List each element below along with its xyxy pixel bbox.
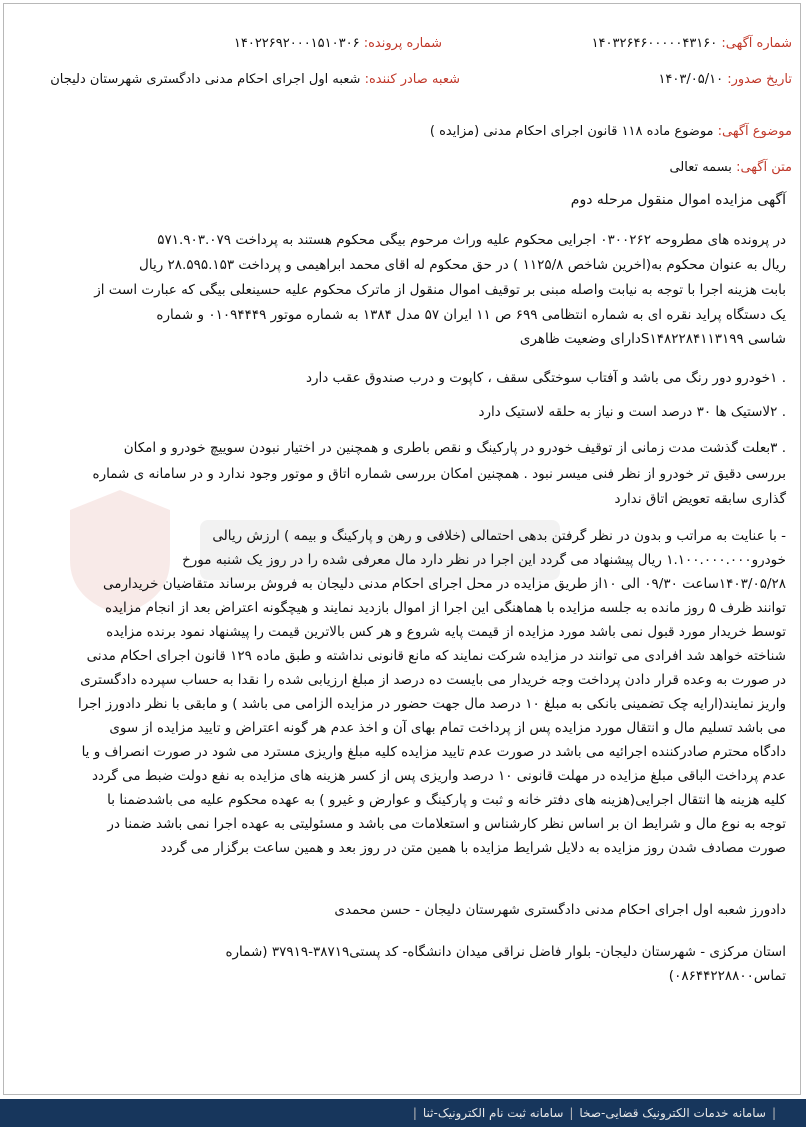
para2-line: ۱۴۰۳/۰۵/۲۸ساعت ۰۹/۳۰ الی ۱۰از طریق مزایده در محل اجرای احکام مدنی دلیجان به فروش برساند متقاضیان خریدارمی: [103, 576, 786, 592]
footer-link-sana[interactable]: سامانه ثبت نام الکترونیک-ثنا: [422, 1106, 564, 1120]
notice-text-value: بسمه تعالی: [669, 160, 732, 175]
subject-label: موضوع آگهی:: [717, 124, 792, 139]
item-3-line: . ۳بعلت گذشت مدت زمانی از توقیف خودرو در پارکینگ و نقص باطری و همچنین در اختیار نبودن سوییچ خودرو و امکان: [123, 440, 786, 456]
para2-line: عدم پرداخت الباقی مبلغ مزایده در مهلت قانونی ۱۰ درصد واریزی پس از کسر هزینه های مزایده به نفع دولت ضبط می گردد: [91, 768, 786, 784]
para1-line: شاسی S۱۴۸۲۲۸۴۱۱۳۱۹۹دارای وضعیت ظاهری: [519, 331, 786, 347]
notice-number: [592, 36, 792, 51]
notice-text: [669, 160, 792, 175]
notice-number-value: ۱۴۰۳۲۶۴۶۰۰۰۰۰۴۳۱۶۰: [591, 36, 718, 51]
case-number-label: شماره پرونده:: [363, 36, 442, 51]
item-3-line: گذاری سابقه تعویض اتاق ندارد: [614, 491, 786, 507]
address-line: تماس۰۸۶۴۴۲۲۸۸۰۰): [668, 968, 786, 984]
para2-line: کلیه هزینه ها انتقال اجرایی(هزینه های دفتر خانه و ثبت و پارکینگ و عوارض و غیرو ) به عهده محکوم علیه می باشدضمنا با: [107, 792, 786, 808]
para2-line: خودرو۱.۱۰۰.۰۰۰.۰۰۰ ریال پیشنهاد می گردد این اجرا در نظر دارد مال معرفی شده را در روز یک شنبه مورخ: [182, 552, 786, 568]
para1-line: در پرونده های مطروحه ۰۳۰۰۲۶۲ اجرایی محکوم علیه وراث مرحوم بیگی محکوم هستند به پرداخت ۵۷۱.۹۰۳.۰۷۹: [157, 232, 786, 248]
para2-line: می باشد تسلیم مال و انتقال مورد مزایده پس از پرداخت تمام بهای آن و اخذ عدم هر گونه اعتراض و تایید مزایده از سوی: [109, 720, 786, 736]
body-title: آگهی مزایده اموال منقول مرحله دوم: [570, 192, 786, 208]
case-number: [234, 36, 442, 51]
para2-line: توجه به نوع مال و شرایط ان بر اساس نظر کارشناس و استعلامات می باشد و مسئولیتی به عهده اجرا نمی باشد ضمنا در: [107, 816, 786, 832]
para2-line: توسط خریدار مورد قبول نمی باشد مورد مزایده از قیمت پایه شروع و هر کس بالاترین قیمت را پیشنهاد نمود برنده مزایده: [106, 624, 786, 640]
footer-bar: | سامانه خدمات الکترونیک قضایی-صخا | سامانه ثبت نام الکترونیک-ثنا |: [0, 1099, 806, 1127]
signature: دادورز شعبه اول اجرای احکام مدنی دادگستری شهرستان دلیجان - حسن محمدی: [334, 902, 786, 918]
issue-date-label: تاریخ صدور:: [727, 72, 792, 87]
notice-text-label: متن آگهی:: [736, 160, 792, 175]
issuer: [50, 72, 460, 87]
para2-line: توانند ظرف ۵ روز مانده به جلسه مزایده با هماهنگی این اجرا از اموال بازدید نمایند و هیچگونه اعتراض بعد از انجام مزایده: [105, 600, 786, 616]
issuer-value: شعبه اول اجرای احکام مدنی دادگستری شهرستان دلیجان: [50, 72, 361, 87]
item-3-line: بررسی دقیق تر خودرو از نظر فنی میسر نبود . همچنین امکان بررسی شماره اتاق و موتور وجود ندارد و در سامانه ی شماره: [92, 466, 786, 482]
notice-number-label: شماره آگهی:: [721, 36, 792, 51]
para2-line: واریز نمایند(ارایه چک تضمینی بانکی به مبلغ ۱۰ درصد مال جهت حضور در مزایده الزامی می باشد ) و مابقی با نظر دادورز اجرا: [78, 696, 786, 712]
subject: [430, 124, 792, 139]
issue-date: [658, 72, 792, 87]
para1-line: ریال به عنوان محکوم به(اخرین شاخص ۱۱۲۵/۸ ) در حق محکوم له اقای محمد ابراهیمی و پرداخت ۲۸.۵۹۵.۱۵۳ ریال: [139, 257, 786, 273]
para2-line: - با عنایت به مراتب و بدون در نظر گرفتن بدهی احتمالی (خلافی و رهن و پارکینگ و بیمه ) ارزش ریالی: [212, 528, 786, 544]
para1-line: یک دستگاه پراید نقره ای به شماره انتظامی ۶۹۹ ص ۱۱ ایران ۵۷ مدل ۱۳۸۴ به شماره موتور ۰۱۰۹۴۴۴۹ و شماره: [156, 307, 786, 323]
subject-value: موضوع ماده ۱۱۸ قانون اجرای احکام مدنی (مزایده ): [429, 124, 714, 139]
item-2: . ۲لاستیک ها ۳۰ درصد است و نیاز به حلقه لاستیک دارد: [478, 404, 786, 420]
item-1: . ۱خودرو دور رنگ می باشد و آفتاب سوختگی سقف ، کاپوت و درب صندوق عقب دارد: [305, 370, 786, 386]
address-line: استان مرکزی - شهرستان دلیجان- بلوار فاضل نراقی میدان دانشگاه- کد پستی۳۸۷۱۹-۳۷۹۱۹ (شماره: [225, 944, 786, 960]
issuer-label: شعبه صادر کننده:: [364, 72, 460, 87]
footer-link-sakha[interactable]: سامانه خدمات الکترونیک قضایی-صخا: [579, 1106, 766, 1120]
para2-line: شناخته خواهد شد افرادی می توانند در مزایده شرکت نمایند که مانع قانونی نداشته و طبق ماده ۱۲۹ قانون اجرای احکام مدنی: [86, 648, 786, 664]
case-number-value: ۱۴۰۲۲۶۹۲۰۰۰۱۵۱۰۳۰۶: [233, 36, 360, 51]
issue-date-value: ۱۴۰۳/۰۵/۱۰: [658, 72, 724, 87]
para2-line: صورت مصادف شدن روز مزایده به دلایل شرایط مزایده با همین متن در روز بعد و همین ساعت برگزار می گردد: [160, 840, 786, 856]
para2-line: دادگاه محترم صادرکننده اجرائیه می باشد در صورت عدم تایید مزایده کلیه مبلغ واریزی مسترد می شود در صورت انصراف و یا: [81, 744, 786, 760]
para2-line: در صورت به وعده قرار دادن پرداخت وجه خریدار می بایست ده درصد از مبلغ ارزیابی شده را نقدا به حساب سپرده دادگستری: [80, 672, 786, 688]
para1-line: بابت هزینه اجرا با توجه به نیابت واصله مبنی بر توقیف اموال منقول از ماترک محکوم علیه حسینعلی بیگی که عبارت است از: [94, 282, 786, 298]
